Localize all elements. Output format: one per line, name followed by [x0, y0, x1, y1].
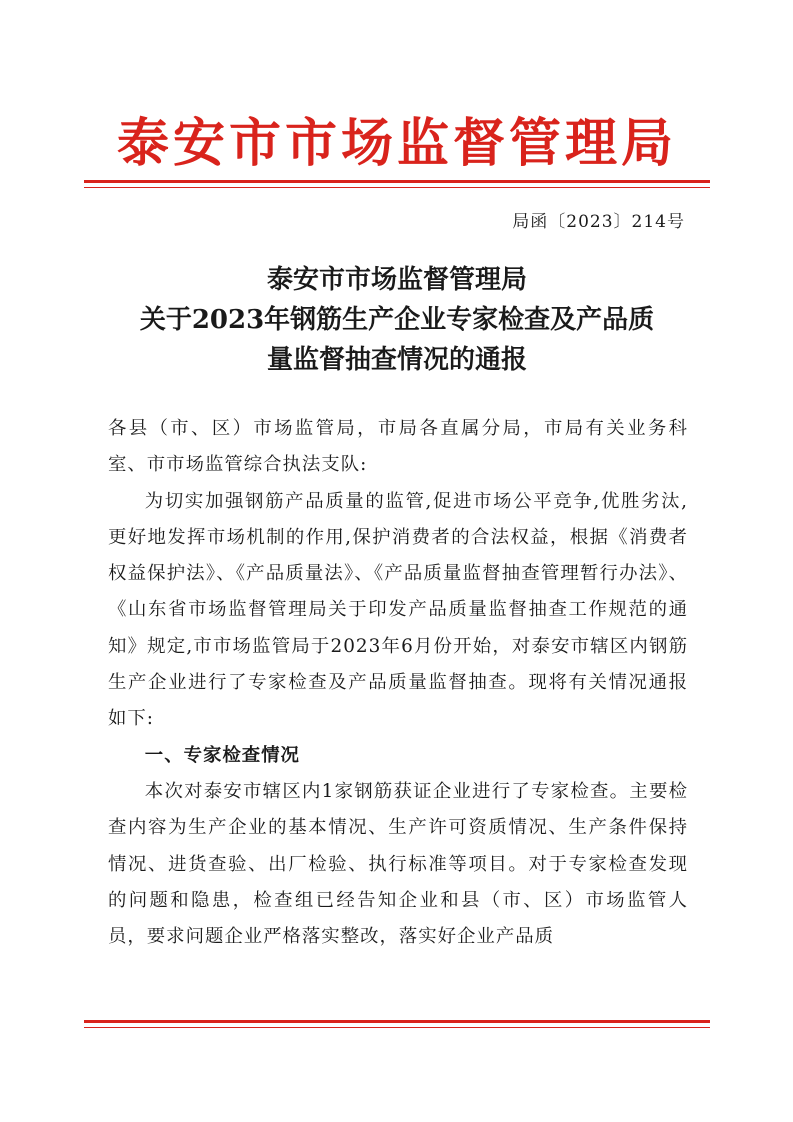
header-rule-thin — [84, 187, 710, 188]
footer-rule-thin — [84, 1027, 710, 1028]
footer-rule-thick — [84, 1020, 710, 1023]
title-line-3: 量监督抽查情况的通报 — [266, 345, 527, 375]
document-title — [84, 260, 710, 380]
header-rule-thick — [84, 180, 710, 183]
title-line-1: 泰安市市场监督管理局 — [266, 265, 527, 295]
section-1-heading: 一、专家检查情况 — [144, 744, 300, 766]
section-1-paragraph: 本次对泰安市辖区内1家钢筋获证企业进行了专家检查。主要检查内容为生产企业的基本情况、生产许可资质情况、生产条件保持情况、进货查验、出厂检验、执行标准等项目。对于专家检查发现的问题和隐患，检查组已经告知企业和县（市、区）市场监管人员，要求问题企业严格落实整改，落实好企业产品质 — [108, 780, 688, 948]
title-line-2: 关于2023年钢筋生产企业专家检查及产品质 — [139, 305, 655, 335]
salutation: 各县（市、区）市场监管局，市局各直属分局，市局有关业务科室、市市场监管综合执法支队: — [108, 418, 688, 476]
intro-paragraph: 为切实加强钢筋产品质量的监管,促进市场公平竞争,优胜劣汰,更好地发挥市场机制的作用,保护消费者的合法权益，根据《消费者权益保护法》、《产品质量法》、《产品质量监督抽查管理暂行办法》、《山东省市场监督管理局关于印发产品质量监督抽查工作规范的通知》规定,市市场监管局于2023年6月份开始，对泰安市辖区内钢筋生产企业进行了专家检查及产品质量监督抽查。现将有关情况通报如下: — [108, 490, 688, 730]
agency-masthead: 泰安市市场监督管理局 — [116, 113, 677, 174]
document-number: 局函〔2023〕214号 — [512, 212, 685, 232]
document-body — [108, 411, 688, 955]
